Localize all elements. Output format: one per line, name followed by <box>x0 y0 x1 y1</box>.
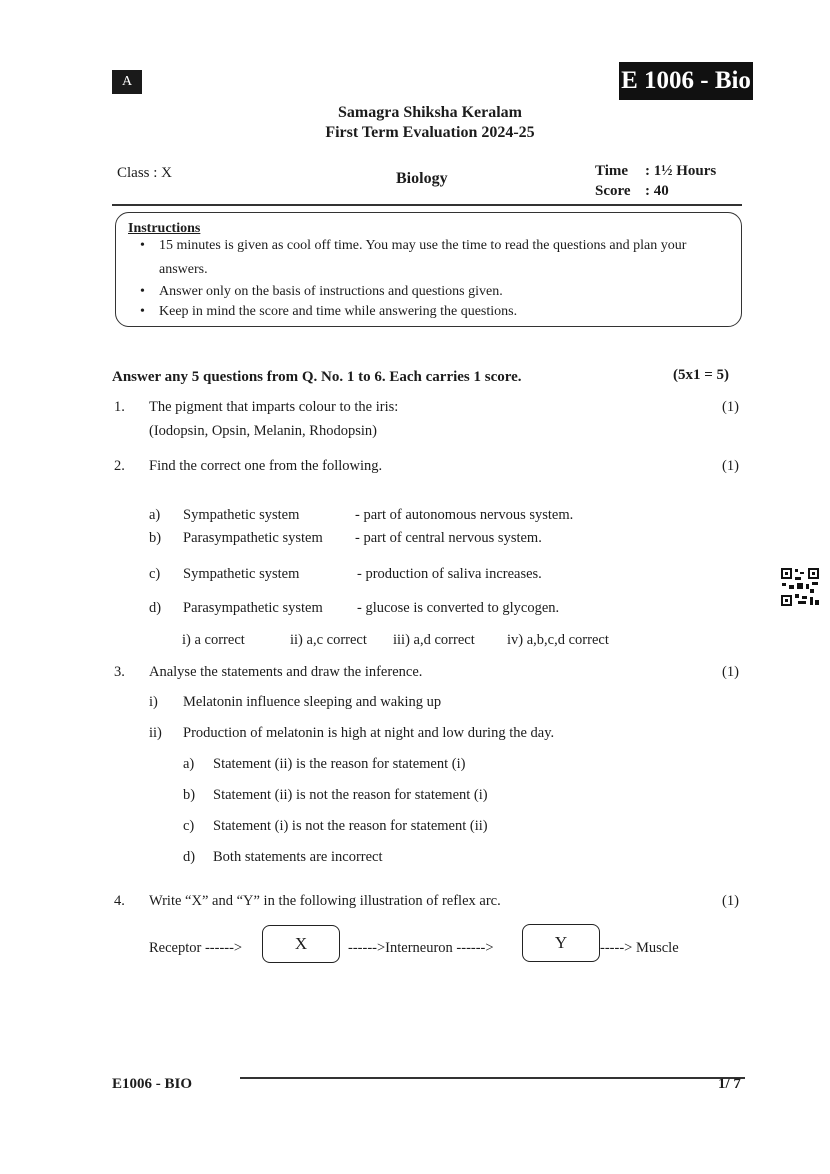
instruction-item: Answer only on the basis of instructions and questions given. <box>159 284 503 299</box>
question-score: (1) <box>722 458 739 474</box>
option-system: Sympathetic system <box>183 566 300 582</box>
version-badge: A <box>112 70 142 94</box>
question-score: (1) <box>722 664 739 680</box>
option-text: Statement (i) is not the reason for statement (ii) <box>213 818 488 834</box>
option-system: Parasympathetic system <box>183 600 323 616</box>
question-number: 1. <box>114 399 125 415</box>
exam-title: First Term Evaluation 2024-25 <box>325 124 535 141</box>
arc-muscle: -----> Muscle <box>600 940 679 956</box>
header-divider <box>112 204 742 206</box>
question-number: 3. <box>114 664 125 680</box>
option-text: Statement (ii) is not the reason for statement (i) <box>213 787 488 803</box>
class-label: Class : X <box>117 165 173 181</box>
option-label: c) <box>183 818 195 834</box>
option-label: b) <box>149 530 162 546</box>
option-label: a) <box>183 756 195 772</box>
arc-interneuron: ------>Interneuron ------> <box>348 940 494 956</box>
bullet-dot: • <box>140 304 145 319</box>
option-text: Statement (ii) is the reason for statement (i) <box>213 756 466 772</box>
question-number: 2. <box>114 458 125 474</box>
option-desc: - part of central nervous system. <box>355 530 542 546</box>
question-text: Find the correct one from the following. <box>149 458 383 474</box>
arc-box-y: Y <box>522 924 600 962</box>
question-text: The pigment that imparts colour to the iris: <box>149 399 399 415</box>
section-heading: Answer any 5 questions from Q. No. 1 to 6. Each carries 1 score. <box>112 369 522 385</box>
paper-code-badge: E 1006 - Bio <box>619 62 753 100</box>
bullet-dot: • <box>140 284 145 299</box>
option-system: Parasympathetic system <box>183 530 323 546</box>
option-desc: - production of saliva increases. <box>357 566 542 582</box>
section-marks: (5x1 = 5) <box>673 367 730 383</box>
statement-label: i) <box>149 694 158 710</box>
option-label: d) <box>149 600 162 616</box>
option-text: Both statements are incorrect <box>213 849 383 865</box>
question-options: (Iodopsin, Opsin, Melanin, Rhodopsin) <box>149 423 377 439</box>
score-label: Score <box>595 183 631 199</box>
option-label: d) <box>183 849 196 865</box>
footer-code: E1006 - BIO <box>112 1076 193 1092</box>
question-score: (1) <box>722 399 739 415</box>
option-label: a) <box>149 507 161 523</box>
time-value: : 1½ Hours <box>645 163 717 179</box>
qr-code-icon <box>780 567 820 607</box>
instruction-item: 15 minutes is given as cool off time. You may use the time to read the questions and plan your <box>159 238 687 253</box>
instruction-item: answers. <box>159 262 208 277</box>
option-system: Sympathetic system <box>183 507 300 523</box>
option-desc: - part of autonomous nervous system. <box>355 507 574 523</box>
bullet-dot: • <box>140 238 145 253</box>
org-title: Samagra Shiksha Keralam <box>337 104 522 121</box>
question-score: (1) <box>722 893 739 909</box>
time-label: Time <box>595 163 629 179</box>
instructions-title: Instructions <box>128 221 201 236</box>
score-value: : 40 <box>645 183 669 199</box>
subject-title: Biology <box>396 170 448 187</box>
arc-receptor: Receptor ------> <box>149 940 243 956</box>
page-number: 1/ 7 <box>718 1076 741 1092</box>
footer-divider <box>240 1077 745 1079</box>
option-label: b) <box>183 787 196 803</box>
answer-choice: iv) a,b,c,d correct <box>507 632 609 648</box>
statement-label: ii) <box>149 725 162 741</box>
answer-choice: i) a correct <box>182 632 245 648</box>
arc-box-x: X <box>262 925 340 963</box>
statement-text: Melatonin influence sleeping and waking up <box>183 694 442 710</box>
question-text: Analyse the statements and draw the inference. <box>149 664 423 680</box>
question-text: Write “X” and “Y” in the following illustration of reflex arc. <box>149 893 501 909</box>
instruction-item: Keep in mind the score and time while answering the questions. <box>159 304 518 319</box>
answer-choice: iii) a,d correct <box>393 632 475 648</box>
answer-choice: ii) a,c correct <box>290 632 367 648</box>
question-number: 4. <box>114 893 125 909</box>
option-desc: - glucose is converted to glycogen. <box>357 600 560 616</box>
option-label: c) <box>149 566 161 582</box>
statement-text: Production of melatonin is high at night and low during the day. <box>183 725 555 741</box>
